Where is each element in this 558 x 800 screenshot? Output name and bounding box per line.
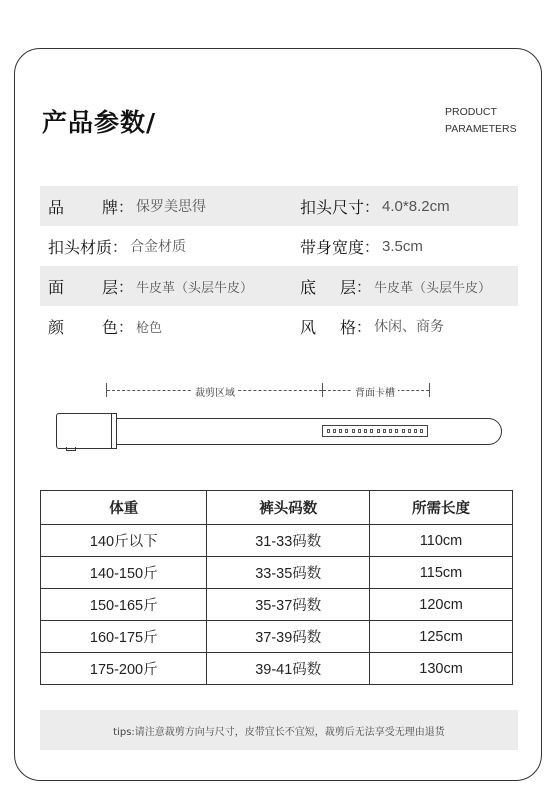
spec-value: 4.0*8.2cm xyxy=(382,197,450,215)
spec-label-char: 面 xyxy=(48,277,65,297)
spec-label xyxy=(48,315,118,338)
table-cell: 39-41码数 xyxy=(207,653,370,685)
table-header-row xyxy=(41,491,513,525)
spec-colon: ： xyxy=(118,317,134,336)
slot-mark xyxy=(395,429,398,433)
table-cell: 175-200斤 xyxy=(41,653,207,685)
column-header-weight: 体重 xyxy=(41,491,207,525)
spec-value: 3.5cm xyxy=(382,237,423,255)
title-en-line1: PRODUCT xyxy=(445,106,497,118)
spec-top-layer xyxy=(40,275,300,298)
spec-label: 扣头尺寸 xyxy=(300,197,365,217)
spec-value: 牛皮革（头层牛皮） xyxy=(136,280,254,296)
spec-value: 牛皮革（头层牛皮） xyxy=(374,280,492,296)
table-cell: 115cm xyxy=(370,557,513,589)
spec-color xyxy=(40,315,300,338)
table-cell: 120cm xyxy=(370,589,513,621)
slot-mark xyxy=(358,429,361,433)
spec-buckle-size xyxy=(300,195,518,218)
spec-bottom-layer xyxy=(300,275,518,298)
buckle-tab xyxy=(66,447,76,451)
spec-label xyxy=(48,195,118,218)
spec-colon: ： xyxy=(364,197,380,216)
spec-value: 保罗美思得 xyxy=(136,199,207,215)
spec-label-char: 底 xyxy=(300,277,317,297)
spec-value: 休闲、商务 xyxy=(374,319,445,335)
slot-mark xyxy=(345,429,348,433)
spec-list xyxy=(40,186,518,346)
spec-label xyxy=(300,275,356,298)
spec-label: 扣头材质 xyxy=(48,237,113,257)
belt-buckle-illustration xyxy=(56,413,116,449)
table-row xyxy=(41,589,513,621)
spec-colon: ： xyxy=(118,277,134,296)
column-header-waist: 裤头码数 xyxy=(207,491,370,525)
spec-strap-width xyxy=(300,235,518,258)
slot-mark xyxy=(389,429,392,433)
table-cell: 160-175斤 xyxy=(41,621,207,653)
slot-mark xyxy=(420,429,423,433)
size-table xyxy=(40,490,513,685)
spec-colon: ： xyxy=(364,237,380,256)
spec-colon: ： xyxy=(356,317,372,336)
spec-buckle-material xyxy=(40,235,300,258)
buckle-bar xyxy=(111,413,117,449)
spec-label xyxy=(300,315,356,338)
cut-region-label: 裁剪区域 xyxy=(192,384,238,399)
spec-row xyxy=(40,306,518,346)
table-cell: 110cm xyxy=(370,525,513,557)
spec-colon: ： xyxy=(112,237,128,256)
column-header-length: 所需长度 xyxy=(370,491,513,525)
back-slot-strip xyxy=(322,425,428,437)
page-title: 产品参数/ xyxy=(42,108,157,137)
slot-mark xyxy=(408,429,411,433)
page-title-english xyxy=(445,104,517,138)
table-row xyxy=(41,557,513,589)
table-row xyxy=(41,621,513,653)
spec-label-char: 风 xyxy=(300,317,317,337)
slot-mark xyxy=(377,429,380,433)
spec-label: 带身宽度 xyxy=(300,237,365,257)
back-slot-end-tick xyxy=(429,383,430,397)
table-cell: 150-165斤 xyxy=(41,589,207,621)
title-en-line2: PARAMETERS xyxy=(445,123,517,135)
spec-value: 合金材质 xyxy=(130,239,187,255)
back-slot-label: 背面卡槽 xyxy=(352,384,398,399)
slot-mark xyxy=(339,429,342,433)
spec-brand xyxy=(40,195,300,218)
table-cell: 37-39码数 xyxy=(207,621,370,653)
slot-mark xyxy=(352,429,355,433)
spec-label-char: 格 xyxy=(339,317,356,337)
table-cell: 33-35码数 xyxy=(207,557,370,589)
slot-mark xyxy=(327,429,330,433)
belt-strap-illustration xyxy=(62,418,502,445)
spec-label-char: 层 xyxy=(339,277,356,297)
table-row xyxy=(41,525,513,557)
slot-mark xyxy=(402,429,405,433)
spec-label-char: 颜 xyxy=(48,317,65,337)
spec-label-char: 色 xyxy=(101,317,118,337)
spec-value: 枪色 xyxy=(136,320,163,336)
slot-mark xyxy=(414,429,417,433)
table-cell: 31-33码数 xyxy=(207,525,370,557)
spec-colon: ： xyxy=(118,197,134,216)
table-cell: 130cm xyxy=(370,653,513,685)
table-cell: 140-150斤 xyxy=(41,557,207,589)
table-row xyxy=(41,653,513,685)
spec-row xyxy=(40,266,518,306)
spec-label-char: 层 xyxy=(101,277,118,297)
spec-colon: ： xyxy=(356,277,372,296)
table-cell: 125cm xyxy=(370,621,513,653)
table-cell: 35-37码数 xyxy=(207,589,370,621)
spec-row xyxy=(40,186,518,226)
spec-style xyxy=(300,315,518,338)
tips-banner: tips:请注意裁剪方向与尺寸，皮带宜长不宜短，裁剪后无法享受无理由退货 xyxy=(40,710,518,750)
slot-mark xyxy=(364,429,367,433)
spec-label-char: 品 xyxy=(48,197,65,217)
spec-label-char: 牌 xyxy=(101,197,118,217)
slot-mark xyxy=(370,429,373,433)
slot-mark xyxy=(383,429,386,433)
spec-label xyxy=(48,275,118,298)
spec-row xyxy=(40,226,518,266)
table-cell: 140斤以下 xyxy=(41,525,207,557)
slot-mark xyxy=(333,429,336,433)
